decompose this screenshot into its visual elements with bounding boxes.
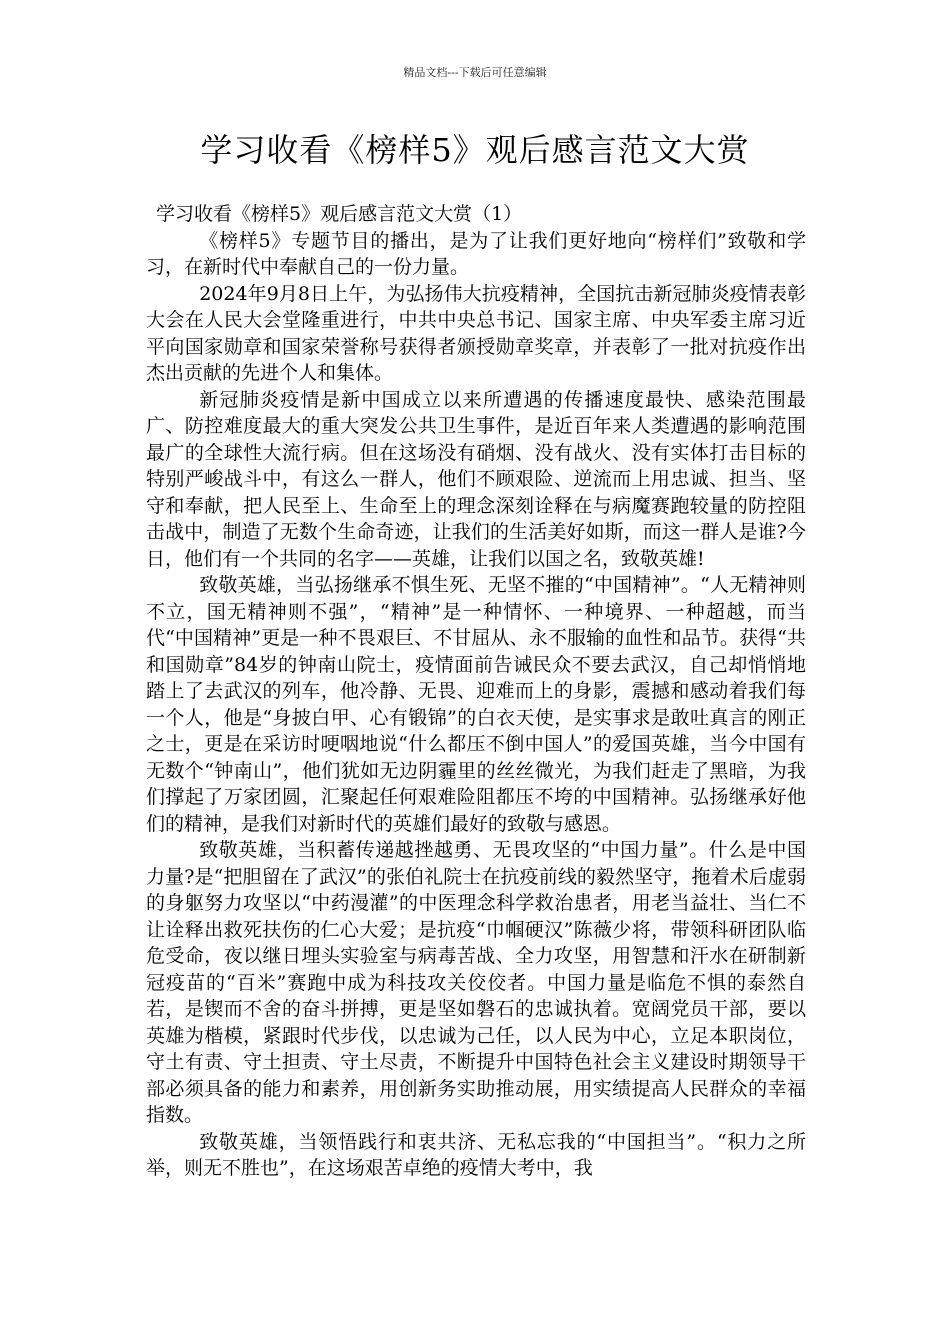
paragraph-chinese-spirit: 致敬英雄，当弘扬继承不惧生死、无坚不摧的“中国精神”。“人无精神则不立，国无精神则不强”，“精神”是一种情怀、一种境界、一种超越，而当代“中国精神”更是一种不畏艰巨、不甘屈从、永不服输的血性和品节。获得“共和国勋章”84岁的钟南山院士，疫情面前告诫民众不要去武汉，自己却悄悄地踏上了去武汉的列车，他冷静、无畏、迎难而上的身影，震撼和感动着我们每一个人，他是“身披白甲、心有锻锦”的白衣天使，是实事求是敢吐真言的刚正之士，更是在采访时哽咽地说“什么都压不倒中国人”的爱国英雄，当今中国有无数个“钟南山”，他们犹如无边阴霾里的丝丝微光，为我们赶走了黑暗，为我们撑起了万家团圆，汇聚起任何艰难险阻都压不垮的中国精神。弘扬继承好他们的精神，是我们对新时代的英雄们最好的致敬与感恩。 [146,574,806,835]
page-header-note: 精品文档---下载后可任意编辑 [403,66,547,79]
paragraph-pandemic-heroes: 新冠肺炎疫情是新中国成立以来所遭遇的传播速度最快、感染范围最广、防控难度最大的重大突发公共卫生事件，是近百年来人类遭遇的影响范围最广的全球性大流行病。但在这场没有硝烟、没有战火、没有实体打击目标的特别严峻战斗中，有这么一群人，他们不顾艰险、逆流而上用忠诚、担当、坚守和奉献，把人民至上、生命至上的理念深刻诠释在与病魔赛跑较量的防控阻击战中，制造了无数个生命奇迹，让我们的生活美好如斯，而这一群人是谁?今日，他们有一个共同的名字——英雄，让我们以国之名，致敬英雄! [146,388,806,570]
paragraph-chinese-responsibility: 致敬英雄，当领悟践行和衷共济、无私忘我的“中国担当”。“积力之所举，则无不胜也”，在这场艰苦卓绝的疫情大考中，我 [146,1130,806,1179]
paragraph-chinese-strength: 致敬英雄，当积蓄传递越挫越勇、无畏攻坚的“中国力量”。什么是中国力量?是“把胆留在了武汉”的张伯礼院士在抗疫前线的毅然坚守，拖着术后虚弱的身躯努力攻坚以“中药漫灌”的中医理念科学救治患者，用老当益壮、当仁不让诠释出救死扶伤的仁心大爱；是抗疫“巾帼硬汉”陈薇少将，带领科研团队临危受命，夜以继日埋头实验室与病毒苦战、全力攻坚，用智慧和汗水在研制新冠疫苗的“百米”赛跑中成为科技攻关佼佼者。中国力量是临危不惧的泰然自若，是锲而不舍的奋斗拼搏，更是坚如磐石的忠诚执着。宽阔党员干部，要以英雄为楷模，紧跟时代步伐，以忠诚为己任，以人民为中心，立足本职岗位，守土有责、守土担责、守土尽责，不断提升中国特色社会主义建设时期领导干部必须具备的能力和素养，用创新务实助推动展，用实绩提高人民群众的幸福指数。 [146,839,806,1126]
paragraph-commendation-ceremony: 2024年9月8日上午，为弘扬伟大抗疫精神，全国抗击新冠肺炎疫情表彰大会在人民大会堂隆重进行，中共中央总书记、国家主席、中央军委主席习近平向国家勋章和国家荣誉称号获得者颁授勋章奖章，并表彰了一批对抗疫作出杰出贡献的先进个人和集体。 [146,282,806,384]
document-body [146,201,806,1182]
document-title: 学习收看《榜样5》观后感言范文大赏 [200,131,750,169]
section-heading: 学习收看《榜样5》观后感言范文大赏（1） [156,203,523,225]
paragraph-intro: 《榜样5》专题节目的播出，是为了让我们更好地向“榜样们”致敬和学习，在新时代中奉献自己的一份力量。 [146,229,806,278]
